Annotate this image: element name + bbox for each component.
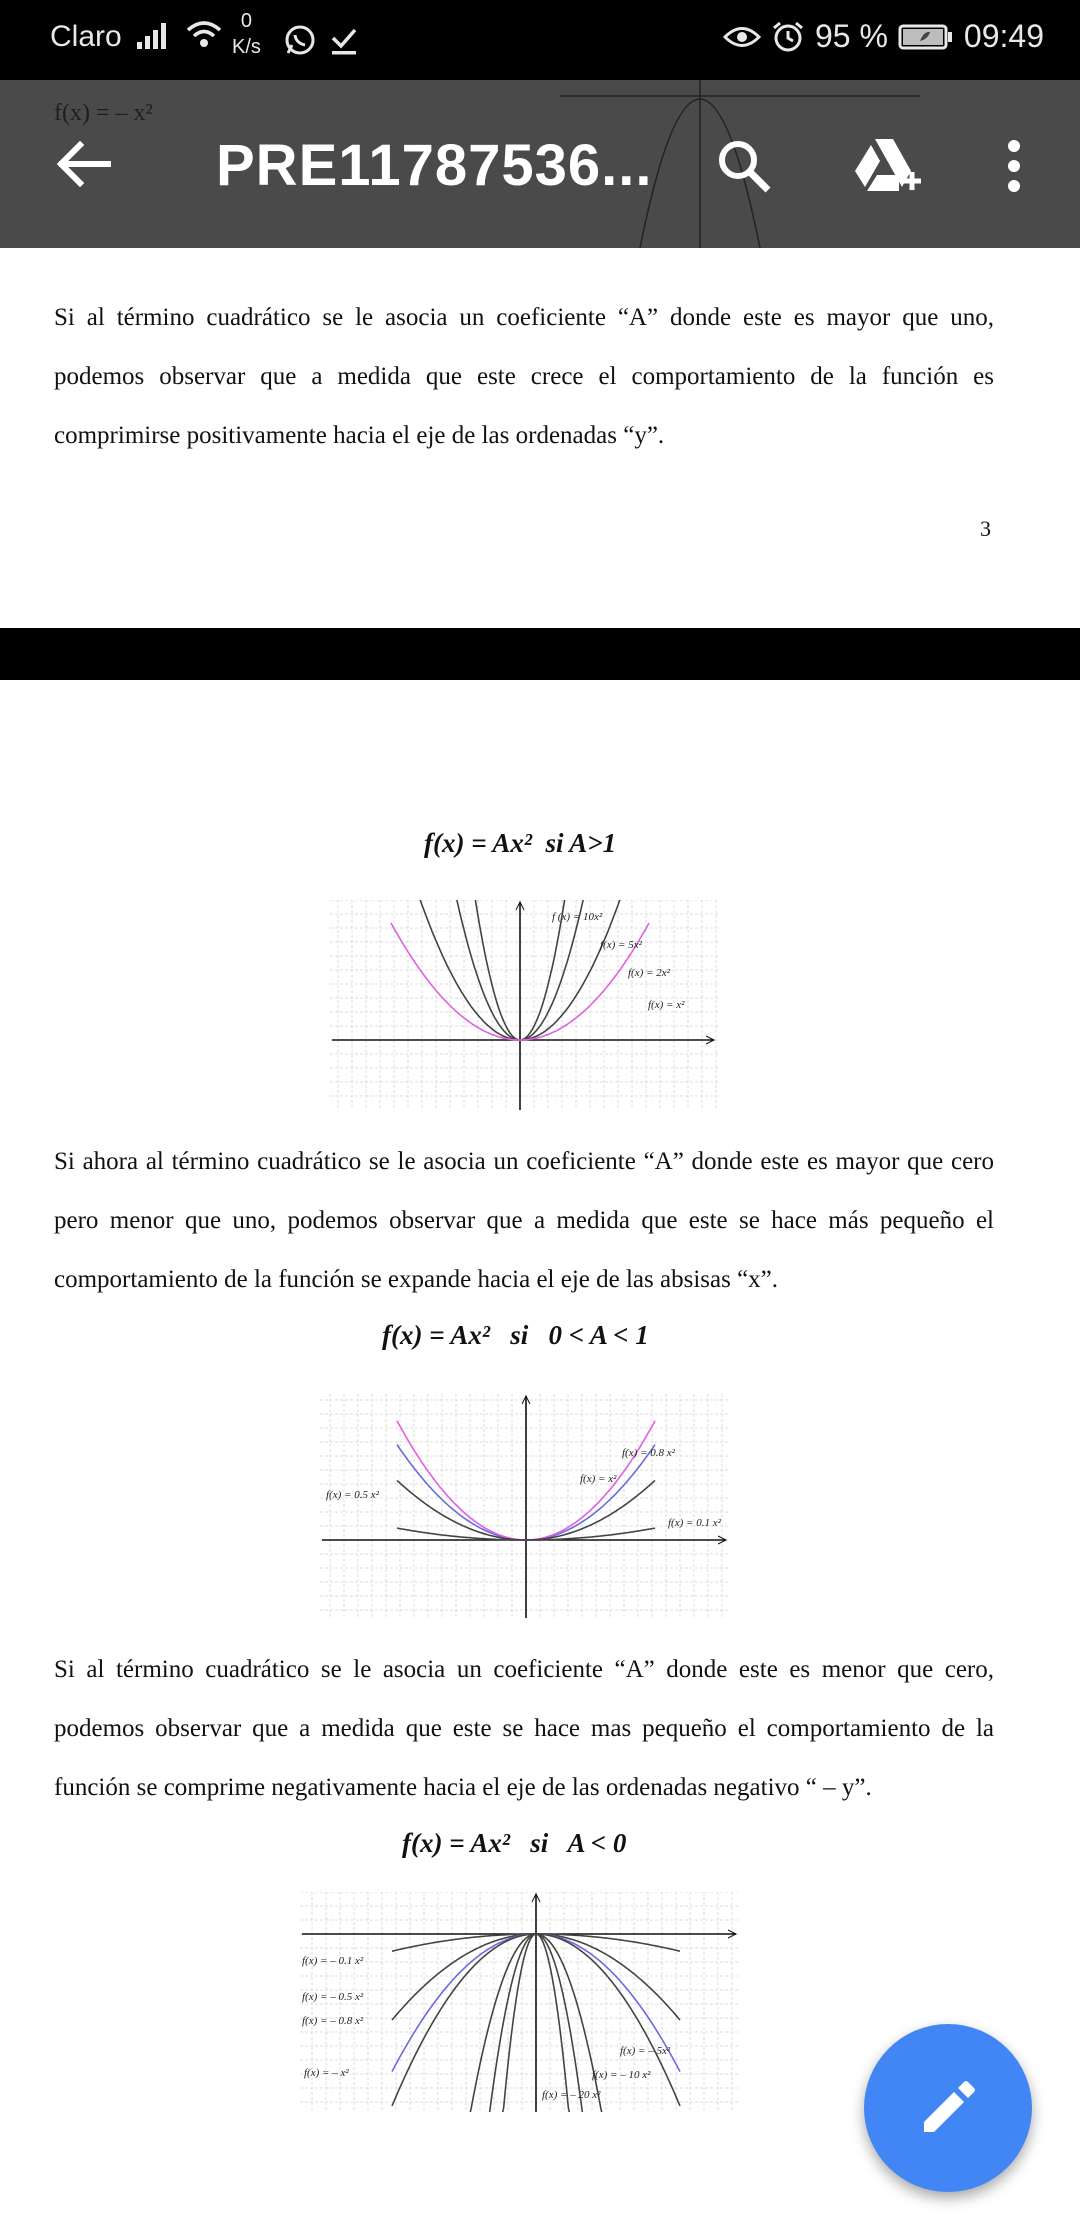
curve-label: f(x) = – 5x² (620, 2045, 671, 2057)
more-vert-icon (1004, 138, 1024, 194)
curve-label: f(x) = – 0.5 x² (302, 1991, 364, 2003)
status-icons-right (723, 18, 1044, 55)
graph-a-greater-one (330, 900, 718, 1110)
curve-label: f(x) = 0.5 x² (326, 1489, 379, 1501)
arrow-back-icon (56, 140, 112, 188)
curve-label: f (x) = 10x² (552, 911, 603, 923)
graph-a-between-zero-one (320, 1394, 730, 1618)
paragraph-a-greater-one-explanation: Si al término cuadrático se le asocia un coeficiente “A” donde este es mayor que uno, podemos observar que a medida que este crece el comportamiento de la función es comprimirse positivamente hacia el eje de las ordenadas “y”. (54, 304, 994, 449)
curve-label: f(x) = x² (580, 1473, 617, 1485)
curve-label: f(x) = – 0.8 x² (302, 2015, 364, 2027)
status-bar (0, 0, 1080, 80)
paragraph-a-less-zero: Si al término cuadrático se le asocia un coeficiente “A” donde este es menor que cero, podemos observar que a medida que este se hace mas pequeño el comportamiento de la función se comprime negativamente hacia el eje de las ordenadas negativo “ – y”. (54, 1656, 994, 1801)
back-button[interactable] (44, 132, 124, 196)
wifi-icon (184, 18, 224, 52)
formula-a-greater-one: f(x) = Ax² si A>1 (424, 828, 617, 858)
edit-fab[interactable] (864, 2024, 1032, 2192)
formula-a-between-zero-one: f(x) = Ax² si 0 < A < 1 (382, 1320, 649, 1350)
more-options-button[interactable] (984, 128, 1044, 204)
edit-pencil-icon (916, 2076, 980, 2140)
search-icon (714, 136, 774, 196)
search-button[interactable] (704, 128, 784, 204)
add-to-drive-icon (853, 135, 923, 197)
curve-label: f(x) = 0.8 x² (622, 1447, 675, 1459)
document-bleed-formula: f(x) = – x² (54, 100, 153, 126)
clock: 09:49 (963, 18, 1044, 54)
grid (300, 1892, 740, 2112)
battery-percent: 95 % (814, 18, 888, 54)
carrier-label: Claro (50, 20, 122, 53)
network-speed-value: 0 (240, 10, 253, 32)
curve-label: f(x) = 0.1 x² (668, 1517, 721, 1529)
curve-label: f(x) = – 20 x² (542, 2089, 601, 2101)
app-toolbar (0, 80, 1080, 248)
curve-label: f(x) = 5x² (600, 939, 642, 951)
document-title: PRE11787536... (216, 133, 653, 198)
curve-label: f(x) = – x² (304, 2067, 349, 2079)
add-to-drive-button[interactable] (848, 128, 928, 204)
network-speed-unit: K/s (232, 36, 261, 58)
eye-comfort-icon (723, 24, 761, 50)
curve-label: f(x) = – 0.1 x² (302, 1955, 364, 1967)
page-separator (0, 628, 1080, 680)
curve-label: f(x) = – 10 x² (592, 2069, 651, 2081)
whatsapp-icon (284, 24, 316, 56)
status-icons-left (136, 18, 224, 52)
curve-label: f(x) = x² (648, 999, 685, 1011)
graph-a-less-zero (300, 1892, 740, 2112)
battery-icon (898, 23, 954, 51)
formula-a-less-zero: f(x) = Ax² si A < 0 (402, 1828, 627, 1858)
signal-icon (136, 20, 170, 50)
document-page-4 (0, 680, 1080, 2240)
alarm-icon (771, 20, 805, 54)
download-done-icon (330, 26, 358, 56)
page-number: 3 (980, 516, 991, 541)
grid (320, 1394, 730, 1618)
curve-label: f(x) = 2x² (628, 967, 670, 979)
paragraph-a-between-zero-one: Si ahora al término cuadrático se le asocia un coeficiente “A” donde este es mayor que cero pero menor que uno, podemos observar que a medida que este se hace más pequeño el comportamiento de la función se expande hacia el eje de las absisas “x”. (54, 1148, 994, 1293)
document-page-3 (0, 248, 1080, 628)
network-speed (232, 8, 261, 60)
